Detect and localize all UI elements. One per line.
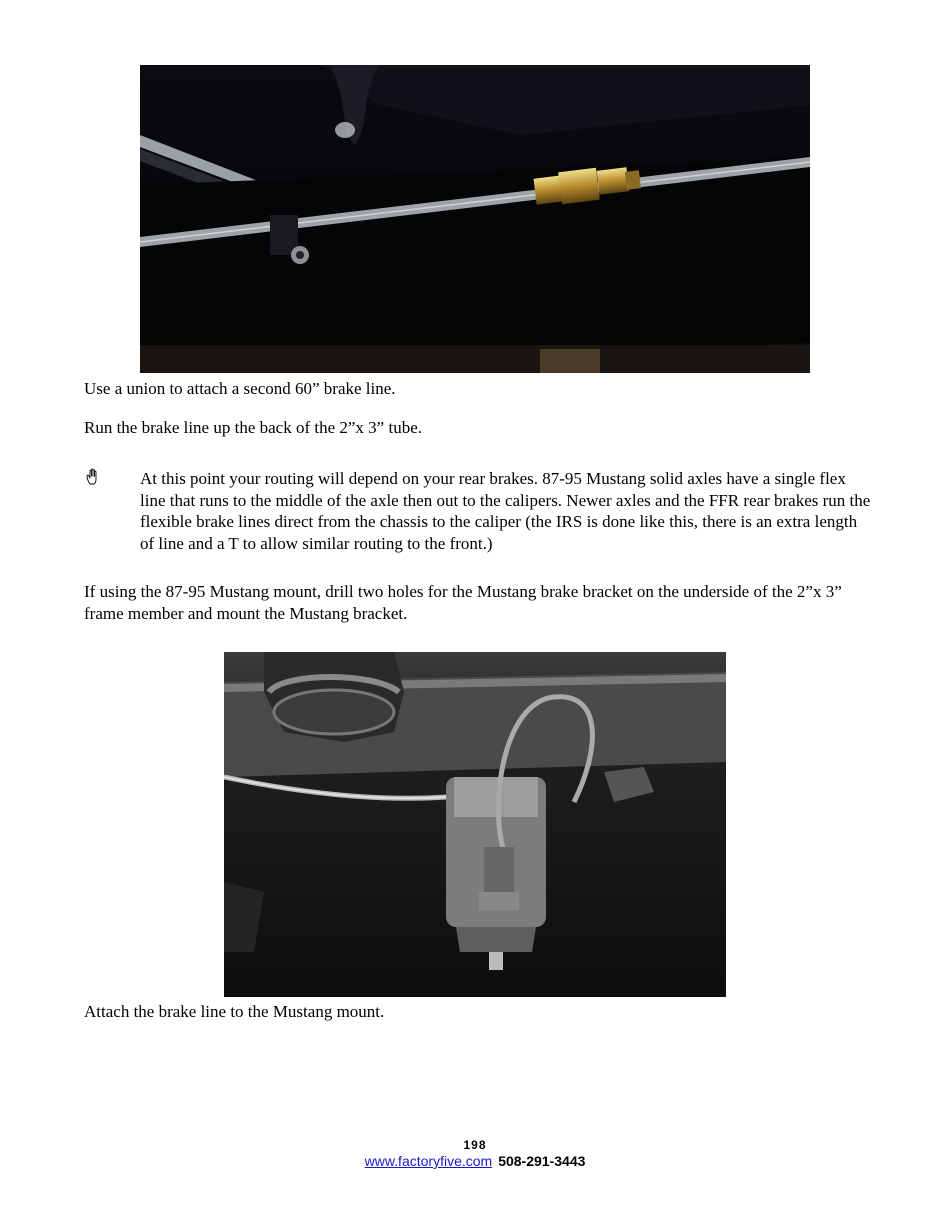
instruction-mustang-mount: If using the 87-95 Mustang mount, drill two holes for the Mustang brake bracket on the underside of the 2”x 3” frame member and mount the Mustang bracket. xyxy=(84,582,842,623)
footer-contact xyxy=(0,1153,950,1169)
note-text: At this point your routing will depend on your rear brakes. 87-95 Mustang solid axles have a single flex line that runs to the middle of the axle then out to the calipers. Newer axles and the FFR rear brakes run the flexible brake lines direct from the chassis to the caliper (the IRS is done like this, there is an extra length of line and a T to allow similar routing to the front.) xyxy=(140,469,871,553)
union-photo-graphic xyxy=(140,65,810,373)
union-photo xyxy=(140,65,810,373)
mustang-mount-photo xyxy=(224,652,726,997)
hand-icon xyxy=(84,467,104,487)
caption-attach-mount: Attach the brake line to the Mustang mount. xyxy=(84,1002,385,1021)
mustang-mount-photo-graphic xyxy=(224,652,726,997)
caption-union: Use a union to attach a second 60” brake line. xyxy=(84,379,396,398)
page-number: 198 xyxy=(463,1138,487,1152)
website-link[interactable]: www.factoryfive.com xyxy=(364,1153,493,1169)
instruction-run-brake-line: Run the brake line up the back of the 2”x 3” tube. xyxy=(84,418,422,437)
phone-number: 508-291-3443 xyxy=(498,1153,586,1169)
